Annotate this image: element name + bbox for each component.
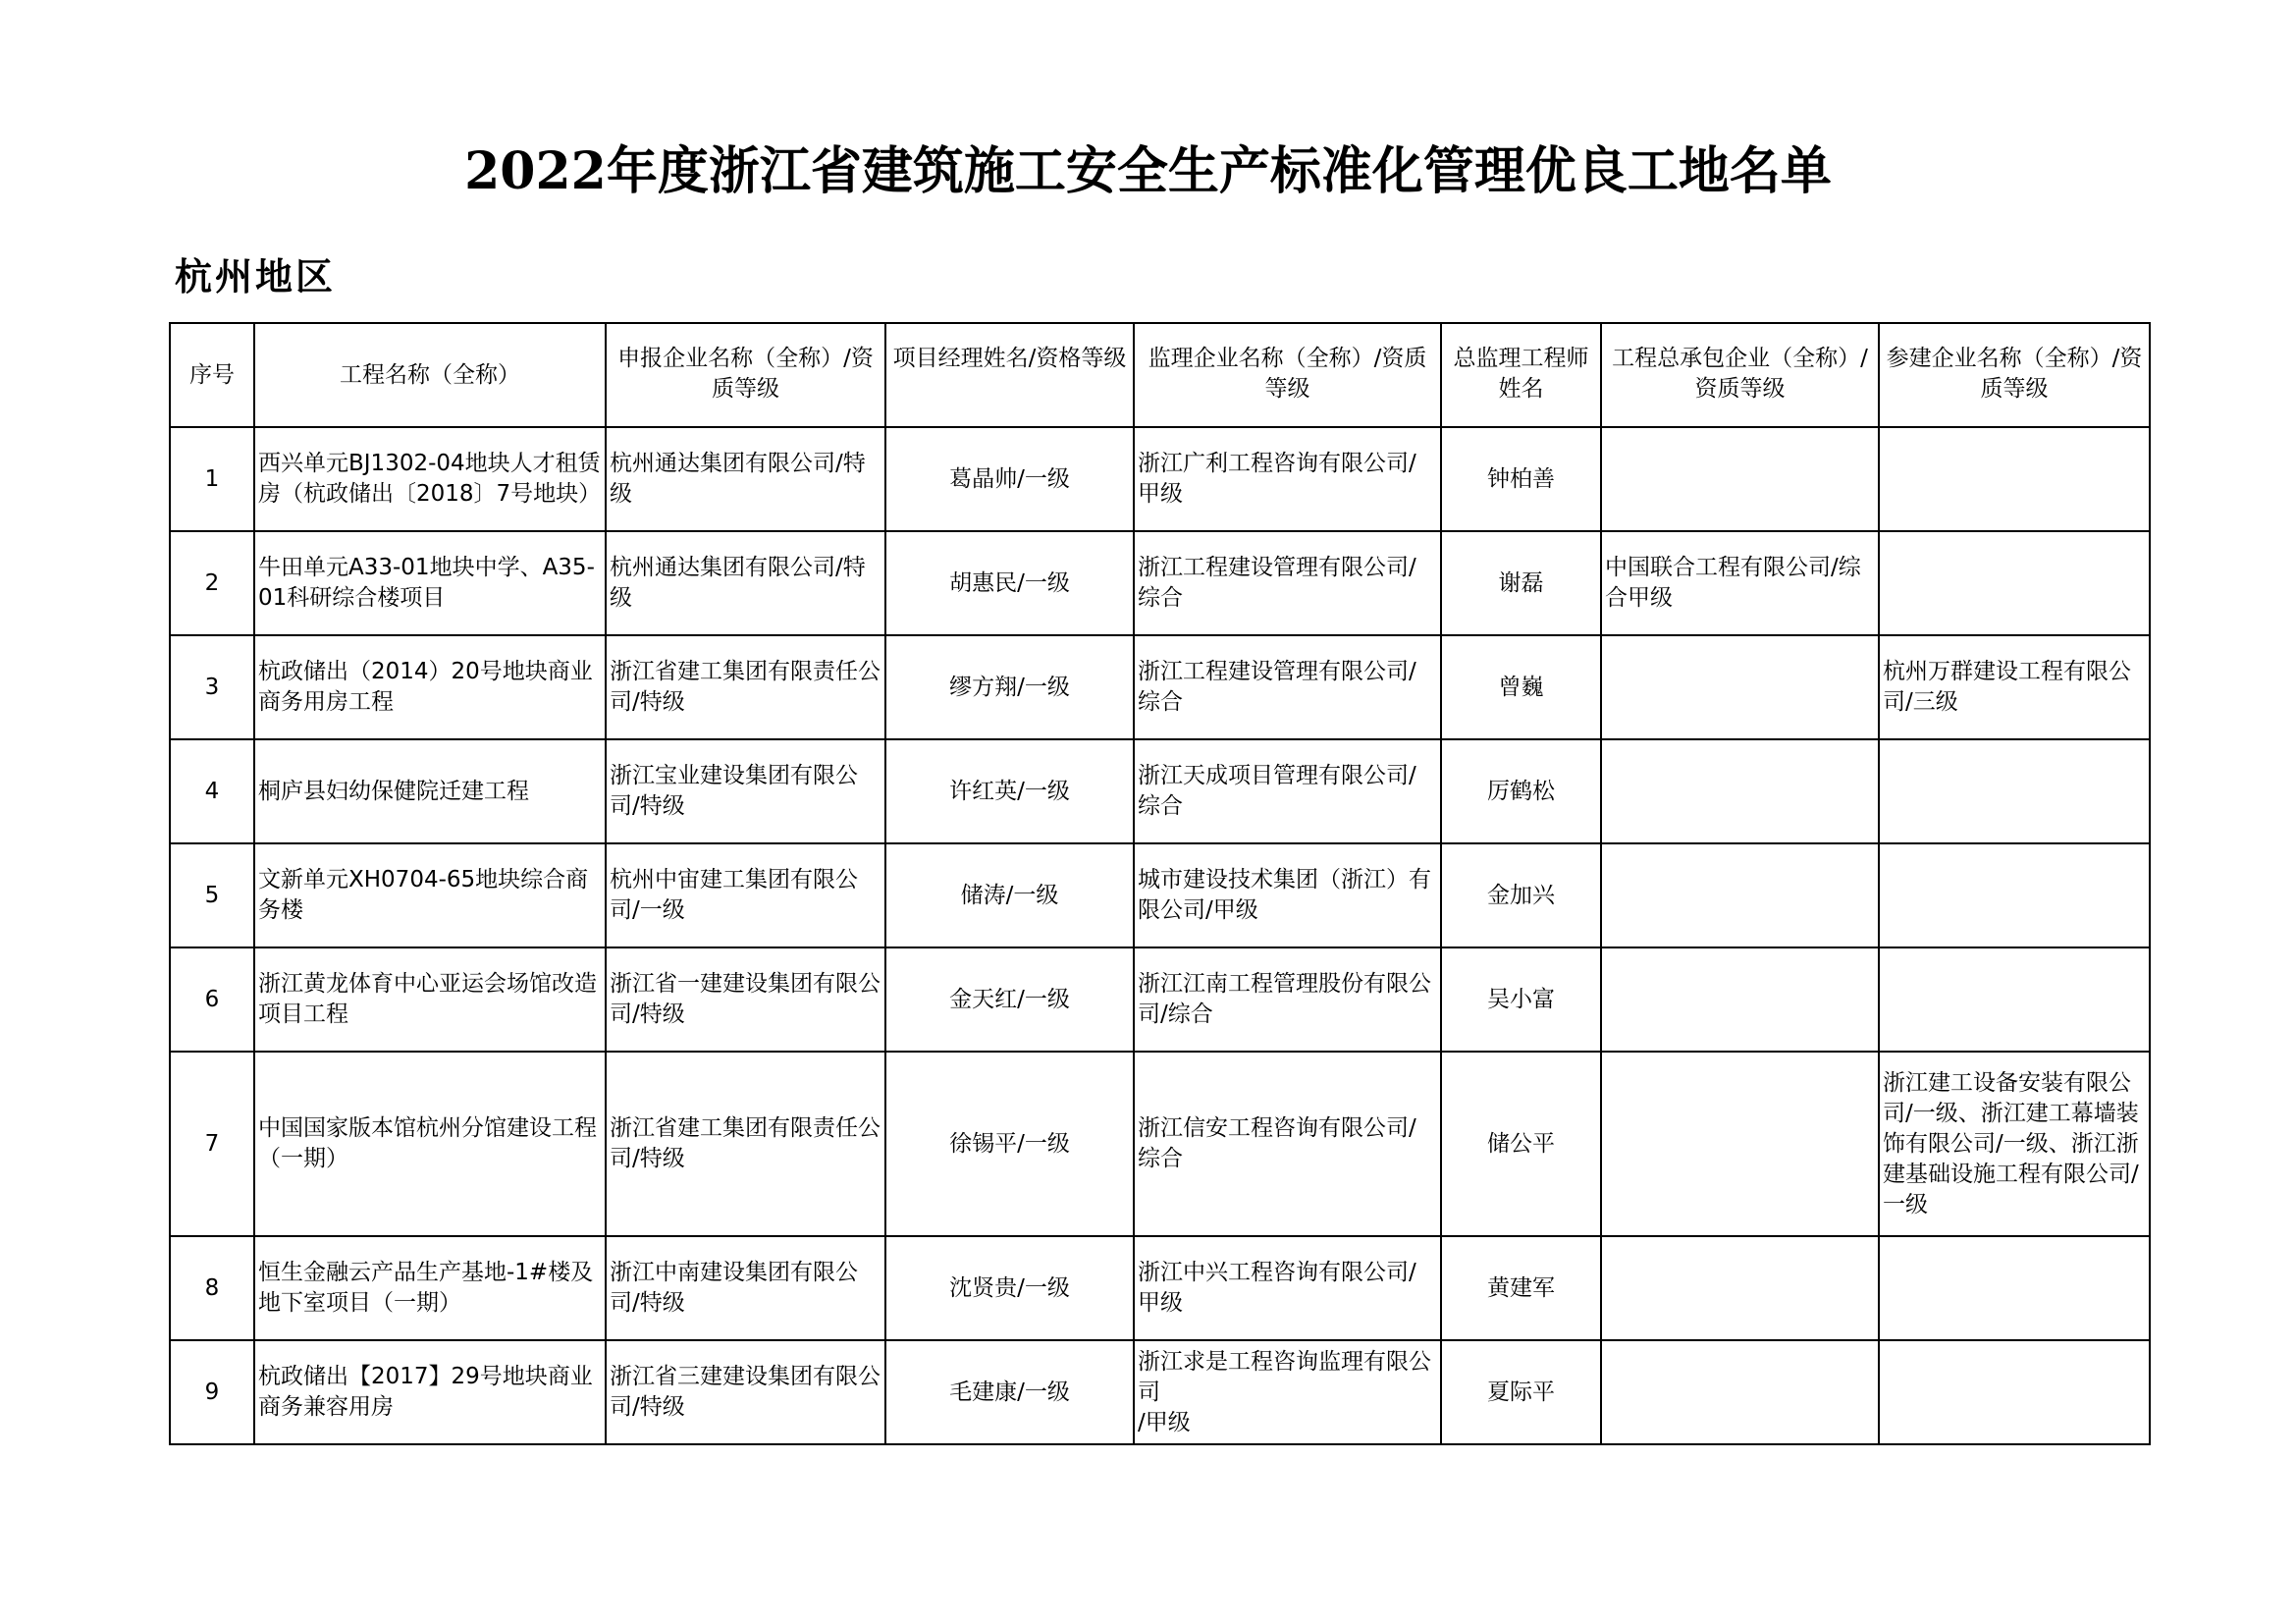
cell-general-contractor [1601, 739, 1879, 843]
cell-project: 西兴单元BJ1302-04地块人才租赁房（杭政储出〔2018〕7号地块） [254, 427, 606, 531]
cell-participants: 浙江建工设备安装有限公司/一级、浙江建工幕墙装饰有限公司/一级、浙江浙建基础设施工程有限公司/一级 [1879, 1052, 2150, 1236]
cell-supervisor: 浙江广利工程咨询有限公司/甲级 [1134, 427, 1441, 531]
cell-index: 6 [170, 947, 254, 1052]
table-row [170, 635, 2150, 739]
cell-index: 7 [170, 1052, 254, 1236]
table-row [170, 531, 2150, 635]
table-row [170, 427, 2150, 531]
cell-supervisor: 浙江信安工程咨询有限公司/综合 [1134, 1052, 1441, 1236]
cell-supervisor: 浙江江南工程管理股份有限公司/综合 [1134, 947, 1441, 1052]
cell-supervisor: 浙江工程建设管理有限公司/综合 [1134, 531, 1441, 635]
cell-index: 4 [170, 739, 254, 843]
header-manager: 项目经理姓名/资格等级 [885, 323, 1134, 427]
cell-general-contractor [1601, 843, 1879, 947]
cell-project: 文新单元XH0704-65地块综合商务楼 [254, 843, 606, 947]
cell-index: 5 [170, 843, 254, 947]
header-applicant: 申报企业名称（全称）/资质等级 [606, 323, 885, 427]
cell-participants [1879, 427, 2150, 531]
cell-general-contractor [1601, 1340, 1879, 1444]
cell-project: 杭政储出【2017】29号地块商业商务兼容用房 [254, 1340, 606, 1444]
cell-applicant: 杭州通达集团有限公司/特级 [606, 531, 885, 635]
cell-applicant: 浙江省建工集团有限责任公司/特级 [606, 635, 885, 739]
cell-manager: 许红英/一级 [885, 739, 1134, 843]
cell-applicant: 浙江省建工集团有限责任公司/特级 [606, 1052, 885, 1236]
header-project: 工程名称（全称） [254, 323, 606, 427]
cell-general-contractor [1601, 427, 1879, 531]
cell-manager: 金天红/一级 [885, 947, 1134, 1052]
cell-chief-engineer: 厉鹤松 [1441, 739, 1601, 843]
cell-project: 桐庐县妇幼保健院迁建工程 [254, 739, 606, 843]
cell-manager: 葛晶帅/一级 [885, 427, 1134, 531]
region-heading: 杭州地区 [175, 254, 337, 298]
cell-general-contractor [1601, 1236, 1879, 1340]
cell-manager: 毛建康/一级 [885, 1340, 1134, 1444]
cell-applicant: 浙江中南建设集团有限公司/特级 [606, 1236, 885, 1340]
cell-project: 恒生金融云产品生产基地-1#楼及地下室项目（一期） [254, 1236, 606, 1340]
cell-manager: 储涛/一级 [885, 843, 1134, 947]
cell-chief-engineer: 谢磊 [1441, 531, 1601, 635]
cell-general-contractor [1601, 1052, 1879, 1236]
table-row [170, 947, 2150, 1052]
page-title: 2022年度浙江省建筑施工安全生产标准化管理优良工地名单 [464, 141, 1832, 201]
header-participants: 参建企业名称（全称）/资质等级 [1879, 323, 2150, 427]
table-row [170, 739, 2150, 843]
table-row [170, 1052, 2150, 1236]
cell-chief-engineer: 金加兴 [1441, 843, 1601, 947]
table-row [170, 843, 2150, 947]
award-list-table [169, 322, 2151, 1445]
cell-chief-engineer: 钟柏善 [1441, 427, 1601, 531]
cell-participants: 杭州万群建设工程有限公司/三级 [1879, 635, 2150, 739]
cell-project: 牛田单元A33-01地块中学、A35-01科研综合楼项目 [254, 531, 606, 635]
cell-applicant: 浙江省一建建设集团有限公司/特级 [606, 947, 885, 1052]
cell-project: 杭政储出（2014）20号地块商业商务用房工程 [254, 635, 606, 739]
header-row [170, 323, 2150, 427]
cell-manager: 沈贤贵/一级 [885, 1236, 1134, 1340]
cell-participants [1879, 531, 2150, 635]
header-chief-engineer: 总监理工程师姓名 [1441, 323, 1601, 427]
table-row [170, 1236, 2150, 1340]
cell-general-contractor [1601, 947, 1879, 1052]
cell-chief-engineer: 曾巍 [1441, 635, 1601, 739]
cell-applicant: 杭州中宙建工集团有限公司/一级 [606, 843, 885, 947]
table-row [170, 1340, 2150, 1444]
cell-manager: 胡惠民/一级 [885, 531, 1134, 635]
cell-index: 8 [170, 1236, 254, 1340]
cell-manager: 缪方翔/一级 [885, 635, 1134, 739]
cell-project: 中国国家版本馆杭州分馆建设工程（一期） [254, 1052, 606, 1236]
cell-participants [1879, 947, 2150, 1052]
cell-participants [1879, 1340, 2150, 1444]
cell-index: 3 [170, 635, 254, 739]
cell-supervisor: 城市建设技术集团（浙江）有限公司/甲级 [1134, 843, 1441, 947]
cell-project: 浙江黄龙体育中心亚运会场馆改造项目工程 [254, 947, 606, 1052]
cell-applicant: 浙江宝业建设集团有限公司/特级 [606, 739, 885, 843]
header-supervisor: 监理企业名称（全称）/资质等级 [1134, 323, 1441, 427]
header-index: 序号 [170, 323, 254, 427]
table-header [170, 323, 2150, 427]
cell-supervisor: 浙江中兴工程咨询有限公司/甲级 [1134, 1236, 1441, 1340]
cell-index: 1 [170, 427, 254, 531]
cell-applicant: 浙江省三建建设集团有限公司/特级 [606, 1340, 885, 1444]
cell-supervisor: 浙江求是工程咨询监理有限公司 /甲级 [1134, 1340, 1441, 1444]
cell-index: 2 [170, 531, 254, 635]
cell-supervisor: 浙江天成项目管理有限公司/综合 [1134, 739, 1441, 843]
cell-index: 9 [170, 1340, 254, 1444]
cell-manager: 徐锡平/一级 [885, 1052, 1134, 1236]
cell-applicant: 杭州通达集团有限公司/特级 [606, 427, 885, 531]
cell-general-contractor: 中国联合工程有限公司/综合甲级 [1601, 531, 1879, 635]
cell-participants [1879, 739, 2150, 843]
cell-chief-engineer: 吴小富 [1441, 947, 1601, 1052]
cell-chief-engineer: 储公平 [1441, 1052, 1601, 1236]
cell-chief-engineer: 黄建军 [1441, 1236, 1601, 1340]
cell-chief-engineer: 夏际平 [1441, 1340, 1601, 1444]
table-body [170, 427, 2150, 1444]
cell-supervisor: 浙江工程建设管理有限公司/综合 [1134, 635, 1441, 739]
cell-participants [1879, 1236, 2150, 1340]
cell-participants [1879, 843, 2150, 947]
cell-general-contractor [1601, 635, 1879, 739]
header-general-contractor: 工程总承包企业（全称）/资质等级 [1601, 323, 1879, 427]
